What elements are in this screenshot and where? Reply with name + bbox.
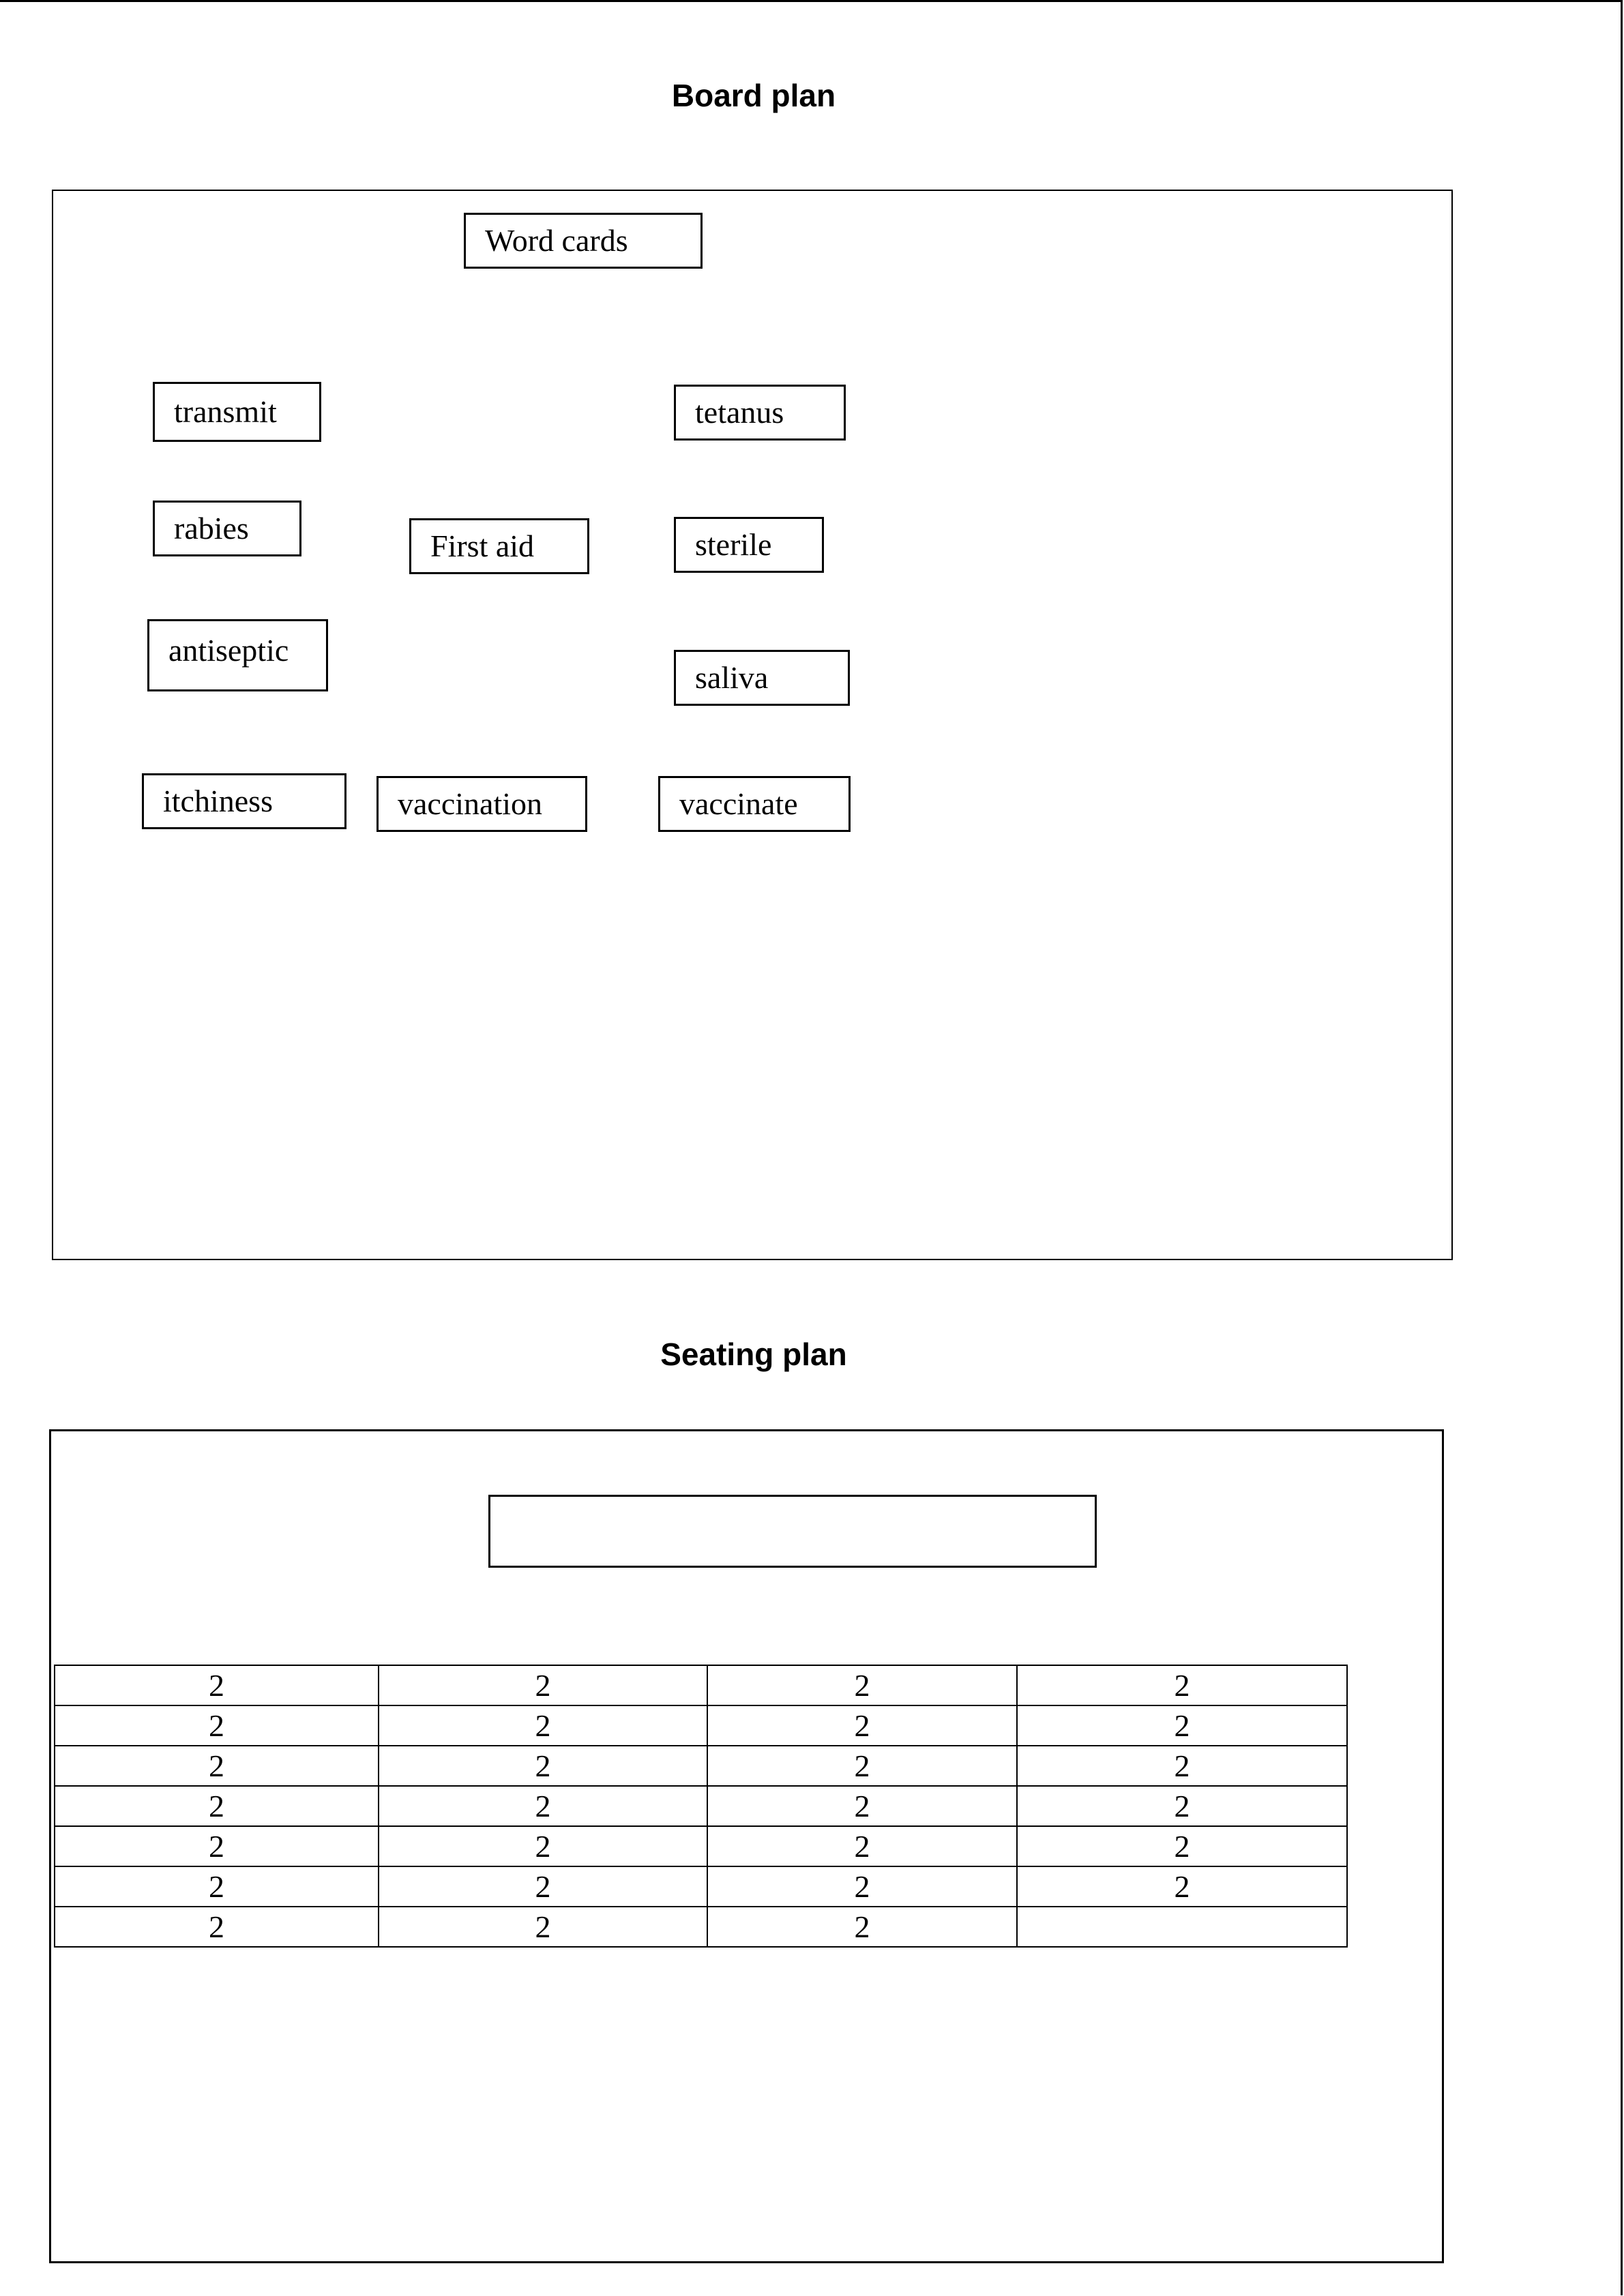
seat-cell: 2: [55, 1826, 379, 1866]
seat-cell: 2: [707, 1866, 1017, 1907]
seat-cell: 2: [55, 1866, 379, 1907]
seat-cell: 2: [707, 1665, 1017, 1705]
seat-cell: 2: [379, 1866, 707, 1907]
seat-cell: 2: [55, 1665, 379, 1705]
seat-cell: 2: [707, 1786, 1017, 1826]
seat-cell: 2: [55, 1746, 379, 1786]
seat-table: [54, 1665, 1348, 1948]
seat-cell: 2: [379, 1665, 707, 1705]
seat-cell: 2: [379, 1746, 707, 1786]
word-card-rabies: rabies: [153, 501, 301, 556]
word-card-tetanus: tetanus: [674, 385, 846, 441]
board-frame: [52, 190, 1453, 1260]
seat-row: [55, 1907, 1347, 1947]
word-card-antiseptic: antiseptic: [147, 619, 328, 691]
seat-cell: 2: [379, 1786, 707, 1826]
seat-cell: 2: [1017, 1705, 1347, 1746]
seat-cell: 2: [55, 1907, 379, 1947]
word-card-sterile: sterile: [674, 517, 824, 573]
seat-cell: 2: [1017, 1746, 1347, 1786]
seating-plan-title: Seating plan: [660, 1337, 847, 1372]
seat-cell: 2: [1017, 1665, 1347, 1705]
seat-cell: 2: [707, 1705, 1017, 1746]
seat-row: [55, 1665, 1347, 1705]
seat-row: [55, 1705, 1347, 1746]
seat-cell: 2: [55, 1786, 379, 1826]
word-card-transmit: transmit: [153, 382, 321, 442]
seat-row: [55, 1826, 1347, 1866]
word-card-itchiness: itchiness: [142, 773, 346, 829]
word-cards-header: Word cards: [464, 213, 703, 269]
word-card-vaccination: vaccination: [377, 776, 587, 832]
teacher-desk: [488, 1495, 1097, 1568]
seat-cell: 2: [707, 1826, 1017, 1866]
seat-cell: 2: [379, 1907, 707, 1947]
seat-cell: 2: [1017, 1866, 1347, 1907]
seat-cell: 2: [707, 1746, 1017, 1786]
seat-cell: 2: [1017, 1826, 1347, 1866]
seat-cell: 2: [55, 1705, 379, 1746]
seat-cell: 2: [707, 1907, 1017, 1947]
seat-row: [55, 1866, 1347, 1907]
seat-cell: 2: [1017, 1786, 1347, 1826]
seat-cell: 2: [379, 1705, 707, 1746]
seat-cell: 2: [379, 1826, 707, 1866]
word-card-first-aid: First aid: [409, 518, 589, 574]
seat-cell-empty: [1017, 1907, 1347, 1947]
word-card-saliva: saliva: [674, 650, 850, 706]
board-plan-title: Board plan: [671, 78, 836, 113]
word-card-vaccinate: vaccinate: [658, 776, 851, 832]
seat-row: [55, 1746, 1347, 1786]
seat-row: [55, 1786, 1347, 1826]
